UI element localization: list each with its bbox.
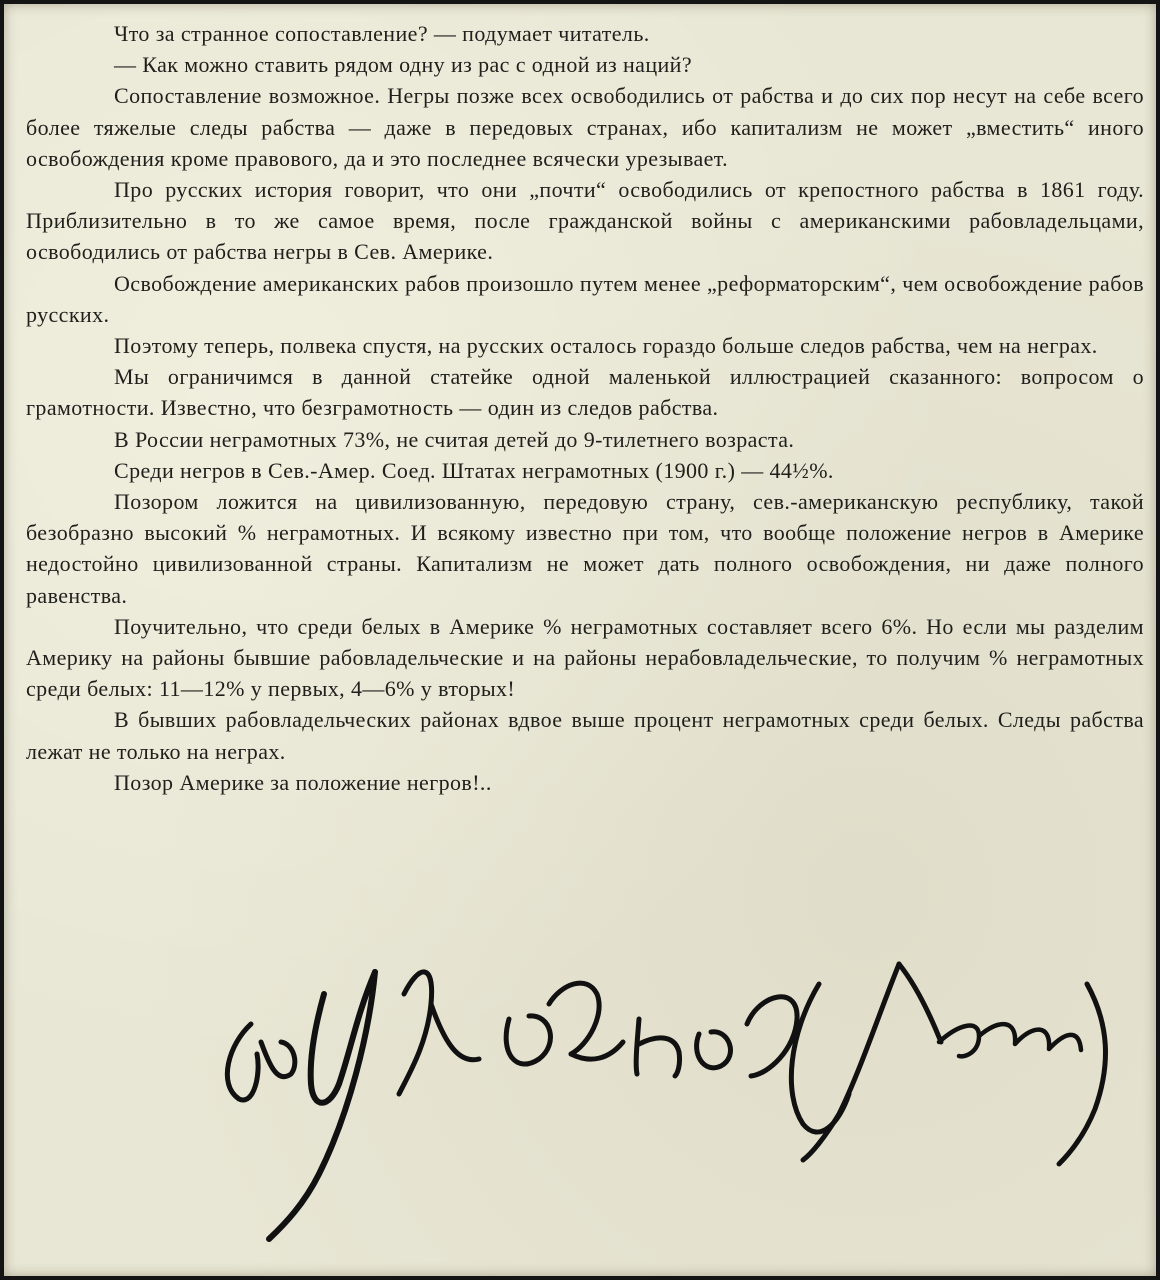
paragraph: Поэтому теперь, полвека спустя, на русских осталось гораздо больше следов рабства, чем на неграх.: [114, 333, 1098, 359]
paragraph: Позор Америке за положение негров!..: [114, 769, 492, 795]
paragraph: В бывших рабовладельческих районах вдвое выше процент неграмотных среди белых. Следы рабства лежат не только на неграх.: [26, 707, 1144, 764]
article-body: [26, 18, 1144, 798]
paragraph: Поучительно, что среди белых в Америке % неграмотных составляет всего 6%. Но если мы разделим Америку на районы бывшие рабовладельческие и на районы нерабовладельческие, то получим % неграмотных среди белых: 11—12% у первых, 4—6% у вторых!: [26, 613, 1144, 702]
scanned-page: [4, 4, 1156, 1276]
paragraph: — Как можно ставить рядом одну из рас с одной из наций?: [114, 52, 693, 78]
paragraph: Среди негров в Сев.-Амер. Соед. Штатах неграмотных (1900 г.) — 44½%.: [114, 457, 834, 483]
handwritten-signature: [199, 924, 1139, 1264]
paragraph: Что за странное сопоставление? — подумает читатель.: [114, 21, 650, 46]
paragraph: Освобождение американских рабов произошло путем менее „реформаторским“, чем освобождение рабов русских.: [26, 270, 1144, 327]
paragraph: Позором ложится на цивилизованную, передовую страну, сев.-американскую республику, такой безобразно высокий % неграмотных. И всякому известно при том, что вообще положение негров в Америке недостойно цивилизованной страны. Капитализм не может дать полного освобождения, ни даже полного равенства.: [26, 489, 1144, 608]
paragraph: В России неграмотных 73%, не считая детей до 9-тилетнего возраста.: [114, 426, 795, 452]
paragraph: Про русских история говорит, что они „почти“ освободились от крепостного рабства в 1861 году. Приблизительно в то же самое время, после гражданской войны с американскими рабовладельцами, освободились от рабства негры в Сев. Америке.: [26, 177, 1144, 265]
paragraph: Сопоставление возможное. Негры позже всех освободились от рабства и до сих пор несут на себе всего более тяжелые следы рабства — даже в передовых странах, ибо капитализм не может „вместить“ иного освобождения кроме правового, да и это последнее всячески урезывает.: [26, 83, 1144, 171]
paragraph: Мы ограничимся в данной статейке одной маленькой иллюстрацией сказанного: вопросом о грамотности. Известно, что безграмотность — один из следов рабства.: [26, 364, 1144, 421]
